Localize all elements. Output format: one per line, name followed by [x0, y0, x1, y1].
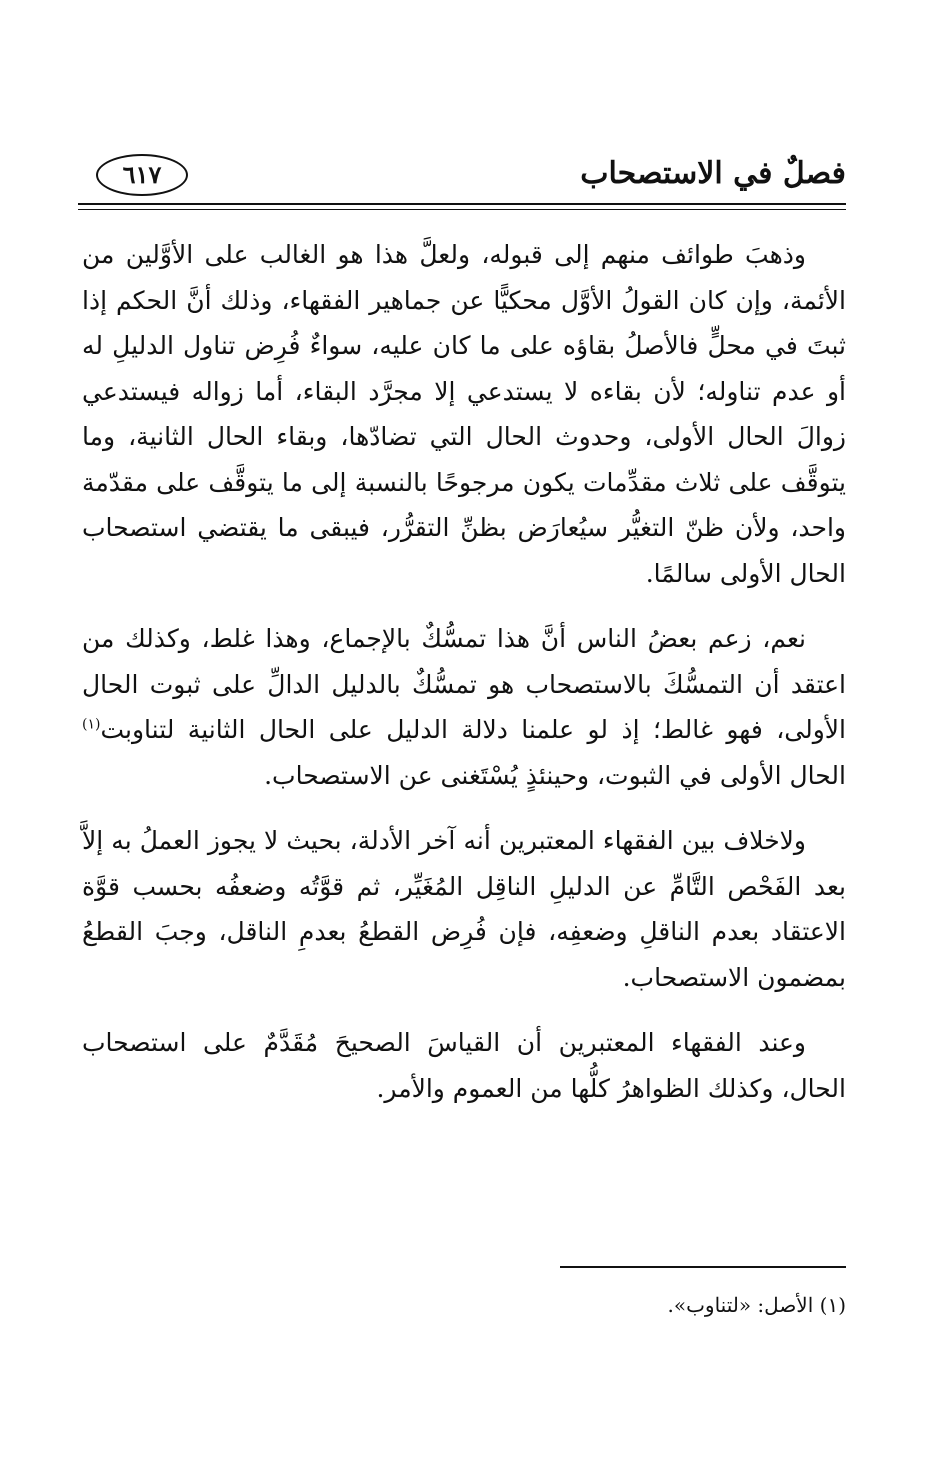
running-header	[78, 150, 846, 202]
paragraph-text: وعند الفقهاء المعتبرين أن القياسَ الصحيحَ مُقَدَّمٌ على استصحاب الحال، وكذلك الظواهرُ كلُّها من العموم والأمر.	[82, 1028, 846, 1103]
paragraph-text: وذهبَ طوائف منهم إلى قبوله، ولعلَّ هذا هو الغالب على الأوَّلين من الأئمة، وإن كان القولُ الأوَّل محكيًّا عن جماهير الفقهاء، وذلك أنَّ الحكم إذا ثبتَ في محلٍّ فالأصلُ بقاؤه على ما كان عليه، سواءٌ فُرِض تناول الدليلِ له أو عدم تناوله؛ لأن بقاءه لا يستدعي إلا مجرَّد البقاء، أما زواله فيستدعي زوالَ الحال الأولى، وحدوث الحال التي تضادّها، وبقاء الحال الثانية، وما يتوقَّف على ثلاث مقدِّمات يكون مرجوحًا بالنسبة إلى ما يتوقَّف على مقدّمة واحد، ولأن ظنّ التغيُّر سيُعارَض بظنِّ التقرُّر، فيبقى ما يقتضي استصحاب الحال الأولى سالمًا.	[82, 240, 846, 588]
footnote-number: (١)	[819, 1293, 846, 1317]
body-text	[82, 232, 846, 1131]
footnote-text: الأصل: «لتناوب».	[667, 1293, 814, 1317]
footnote	[82, 1288, 846, 1322]
paragraph	[82, 1020, 846, 1111]
paragraph-text-continued: الحال الأولى في الثبوت، وحينئذٍ يُسْتَغنى عن الاستصحاب.	[264, 760, 846, 790]
paragraph	[82, 616, 846, 798]
footnote-separator	[560, 1266, 846, 1268]
paragraph-text: ولاخلاف بين الفقهاء المعتبرين أنه آخر الأدلة، بحيث لا يجوز العملُ به إلاَّ بعد الفَحْص التَّامِّ عن الدليلِ الناقِل المُغَيِّر، ثم قوَّتُه وضعفُه بحسب قوَّة الاعتقاد بعدم الناقلِ وضعفِه، فإن فُرِض القطعُ بعدمِ الناقل، وجبَ القطعُ بمضمون الاستصحاب.	[82, 826, 846, 992]
header-rule	[78, 203, 846, 210]
footnote-reference[interactable]: (١)	[82, 716, 101, 733]
page-number-badge: ٦١٧	[96, 154, 188, 196]
paragraph	[82, 818, 846, 1000]
running-title: فصلٌ في الاستصحاب	[580, 156, 846, 191]
paragraph	[82, 232, 846, 596]
paragraph-text: نعم، زعم بعضُ الناس أنَّ هذا تمسُّكٌ بالإجماع، وهذا غلط، وكذلك من اعتقد أن التمسُّكَ بالاستصحاب هو تمسُّكٌ بالدليل الدالِّ على ثبوت الحال الأولى، فهو غالط؛ إذ لو علمنا دلالة الدليل على الحال الثانية لتناوبت	[82, 624, 846, 744]
